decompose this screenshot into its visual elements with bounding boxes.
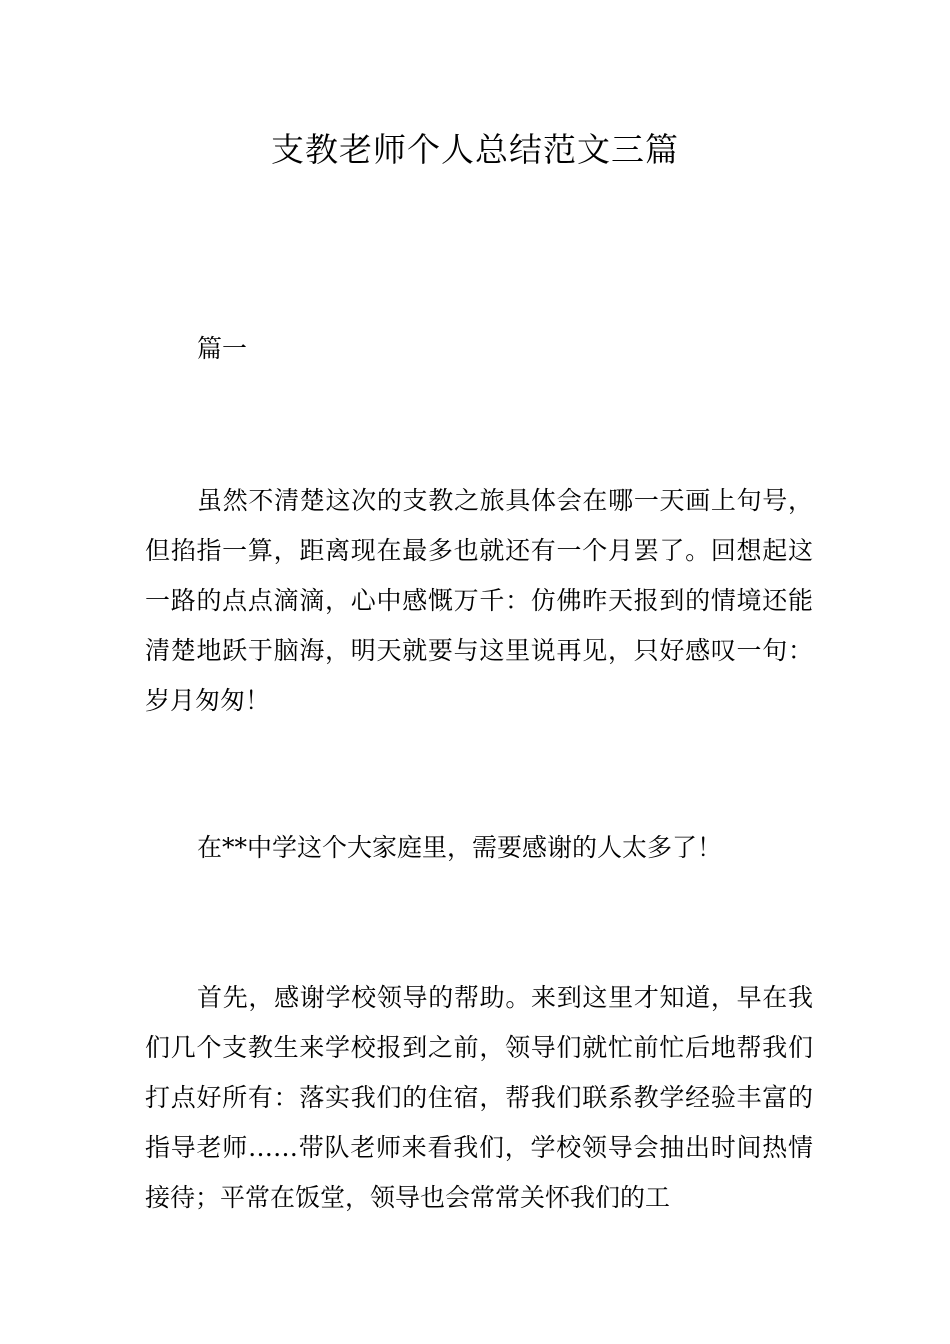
paragraph-1: 虽然不清楚这次的支教之旅具体会在哪一天画上句号，但掐指一算，距离现在最多也就还有一个月罢了。回想起这一路的点点滴滴，心中感慨万千：仿佛昨天报到的情境还能清楚地跃于脑海，明天就要与这里说再见，只好感叹一句：岁月匆匆！ bbox=[145, 486, 813, 715]
section-heading: 篇一 bbox=[197, 334, 248, 363]
paragraph-3: 首先，感谢学校领导的帮助。来到这里才知道，早在我们几个支教生来学校报到之前，领导们就忙前忙后地帮我们打点好所有：落实我们的住宿，帮我们联系教学经验丰富的指导老师……带队老师来看我们，学校领导会抽出时间热情接待；平常在饭堂，领导也会常常关怀我们的工 bbox=[145, 983, 813, 1212]
document-title: 支教老师个人总结范文三篇 bbox=[271, 130, 679, 169]
paragraph-2: 在**中学这个大家庭里，需要感谢的人太多了！ bbox=[197, 833, 723, 862]
